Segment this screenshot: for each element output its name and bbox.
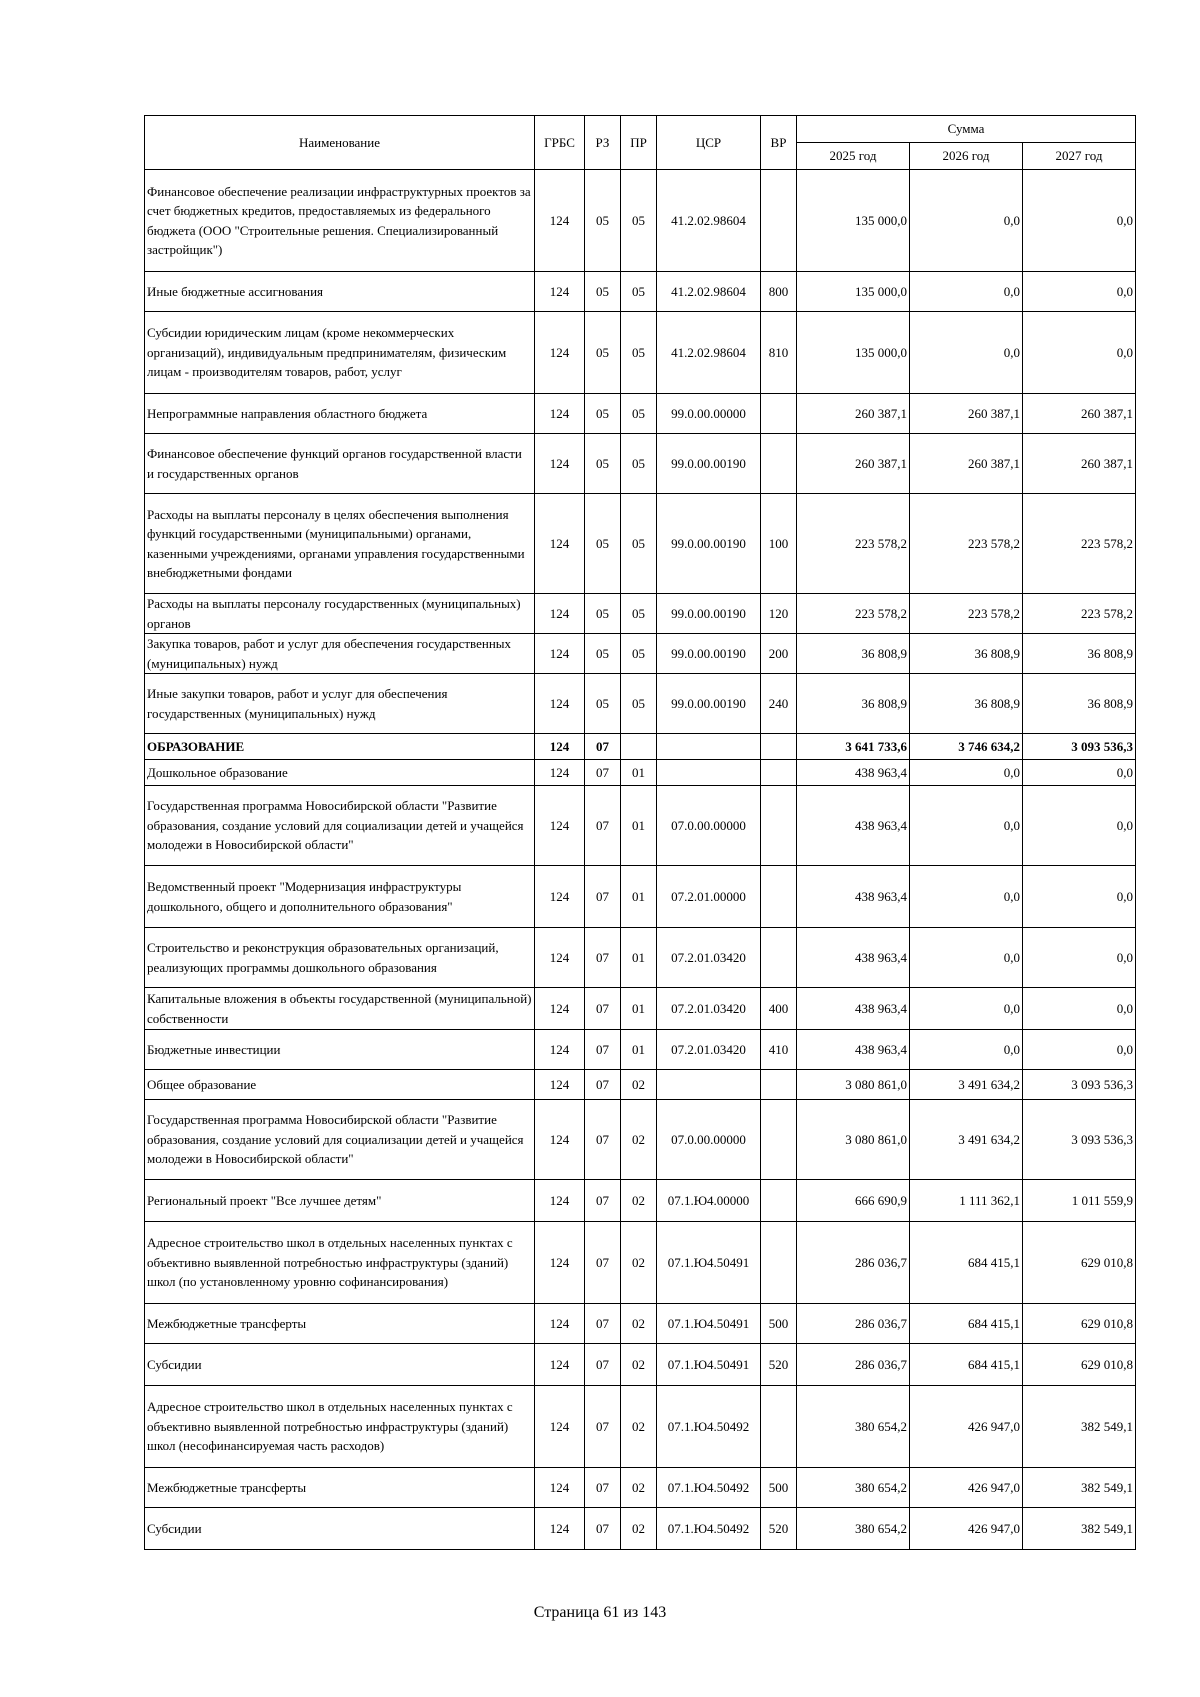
row-sum-2027: 3 093 536,3: [1023, 734, 1136, 760]
row-sum-2027: 0,0: [1023, 928, 1136, 988]
row-name: Межбюджетные трансферты: [145, 1304, 535, 1344]
row-sum-2027: 1 011 559,9: [1023, 1180, 1136, 1222]
row-name: Строительство и реконструкция образовательных организаций, реализующих программы дошкольного образования: [145, 928, 535, 988]
row-grbs: 124: [535, 272, 585, 312]
row-vr: [761, 786, 797, 866]
header-vr: ВР: [761, 116, 797, 170]
row-pr: 05: [621, 170, 657, 272]
table-row: [145, 1100, 1136, 1180]
row-sum-2026: 0,0: [910, 760, 1023, 786]
row-grbs: 124: [535, 1344, 585, 1386]
row-name: Иные закупки товаров, работ и услуг для обеспечения государственных (муниципальных) нужд: [145, 674, 535, 734]
table-row: [145, 634, 1136, 674]
budget-table: [144, 115, 1136, 1550]
row-rz: 07: [585, 786, 621, 866]
row-pr: 02: [621, 1070, 657, 1100]
row-pr: 05: [621, 494, 657, 594]
row-vr: 410: [761, 1030, 797, 1070]
row-pr: 02: [621, 1180, 657, 1222]
row-name: Государственная программа Новосибирской области "Развитие образования, создание условий для социализации детей и учащейся молодежи в Новосибирской области": [145, 786, 535, 866]
row-sum-2025: 286 036,7: [797, 1304, 910, 1344]
row-rz: 07: [585, 1468, 621, 1508]
row-rz: 05: [585, 394, 621, 434]
row-grbs: 124: [535, 312, 585, 394]
row-name: ОБРАЗОВАНИЕ: [145, 734, 535, 760]
row-sum-2025: 36 808,9: [797, 634, 910, 674]
row-csr: 99.0.00.00000: [657, 394, 761, 434]
row-sum-2025: 286 036,7: [797, 1222, 910, 1304]
row-sum-2026: 0,0: [910, 786, 1023, 866]
row-sum-2025: 135 000,0: [797, 272, 910, 312]
table-row: [145, 1468, 1136, 1508]
row-csr: 41.2.02.98604: [657, 312, 761, 394]
row-rz: 05: [585, 434, 621, 494]
table-row: [145, 494, 1136, 594]
row-rz: 07: [585, 1180, 621, 1222]
row-pr: 05: [621, 674, 657, 734]
row-pr: 02: [621, 1508, 657, 1550]
table-row: [145, 1344, 1136, 1386]
row-sum-2026: 684 415,1: [910, 1344, 1023, 1386]
row-rz: 07: [585, 1344, 621, 1386]
row-grbs: 124: [535, 1508, 585, 1550]
row-csr: 99.0.00.00190: [657, 674, 761, 734]
row-vr: [761, 760, 797, 786]
row-name: Субсидии: [145, 1344, 535, 1386]
row-rz: 05: [585, 594, 621, 634]
row-vr: [761, 170, 797, 272]
row-csr: 99.0.00.00190: [657, 634, 761, 674]
row-sum-2025: 135 000,0: [797, 170, 910, 272]
row-sum-2025: 438 963,4: [797, 760, 910, 786]
row-sum-2025: 260 387,1: [797, 394, 910, 434]
row-rz: 07: [585, 734, 621, 760]
row-name: Адресное строительство школ в отдельных населенных пунктах с объективно выявленной потребностью инфраструктуры (зданий) школ (несофинансируемая часть расходов): [145, 1386, 535, 1468]
row-sum-2025: 223 578,2: [797, 594, 910, 634]
row-sum-2026: 426 947,0: [910, 1386, 1023, 1468]
row-pr: 02: [621, 1386, 657, 1468]
row-grbs: 124: [535, 1304, 585, 1344]
row-vr: 200: [761, 634, 797, 674]
row-rz: 05: [585, 312, 621, 394]
row-rz: 07: [585, 1070, 621, 1100]
row-sum-2026: 0,0: [910, 170, 1023, 272]
row-sum-2025: 666 690,9: [797, 1180, 910, 1222]
row-sum-2027: 223 578,2: [1023, 494, 1136, 594]
row-sum-2025: 380 654,2: [797, 1468, 910, 1508]
row-rz: 05: [585, 634, 621, 674]
row-grbs: 124: [535, 1222, 585, 1304]
row-sum-2026: 223 578,2: [910, 594, 1023, 634]
row-grbs: 124: [535, 1100, 585, 1180]
row-pr: 02: [621, 1468, 657, 1508]
row-csr: [657, 1070, 761, 1100]
row-rz: 07: [585, 1304, 621, 1344]
row-pr: 01: [621, 988, 657, 1030]
row-pr: 01: [621, 1030, 657, 1070]
row-csr: 07.1.Ю4.50491: [657, 1304, 761, 1344]
row-sum-2025: 3 641 733,6: [797, 734, 910, 760]
row-grbs: 124: [535, 170, 585, 272]
row-name: Дошкольное образование: [145, 760, 535, 786]
row-csr: 07.0.00.00000: [657, 786, 761, 866]
row-csr: 07.1.Ю4.50492: [657, 1468, 761, 1508]
row-grbs: 124: [535, 494, 585, 594]
row-grbs: 124: [535, 928, 585, 988]
row-pr: 05: [621, 594, 657, 634]
row-sum-2025: 438 963,4: [797, 786, 910, 866]
row-grbs: 124: [535, 1180, 585, 1222]
row-grbs: 124: [535, 1386, 585, 1468]
row-sum-2026: 0,0: [910, 988, 1023, 1030]
row-vr: 100: [761, 494, 797, 594]
row-sum-2025: 223 578,2: [797, 494, 910, 594]
row-csr: 99.0.00.00190: [657, 494, 761, 594]
row-grbs: 124: [535, 594, 585, 634]
row-name: Ведомственный проект "Модернизация инфраструктуры дошкольного, общего и дополнительного образования": [145, 866, 535, 928]
row-sum-2027: 260 387,1: [1023, 394, 1136, 434]
row-csr: 07.2.01.03420: [657, 1030, 761, 1070]
table-row: [145, 988, 1136, 1030]
row-name: Бюджетные инвестиции: [145, 1030, 535, 1070]
row-grbs: 124: [535, 760, 585, 786]
row-sum-2026: 223 578,2: [910, 494, 1023, 594]
row-sum-2025: 260 387,1: [797, 434, 910, 494]
row-sum-2027: 0,0: [1023, 312, 1136, 394]
row-sum-2025: 380 654,2: [797, 1386, 910, 1468]
row-name: Региональный проект "Все лучшее детям": [145, 1180, 535, 1222]
row-pr: 01: [621, 786, 657, 866]
row-rz: 05: [585, 494, 621, 594]
header-grbs: ГРБС: [535, 116, 585, 170]
row-sum-2027: 0,0: [1023, 760, 1136, 786]
row-pr: 05: [621, 634, 657, 674]
row-rz: 07: [585, 760, 621, 786]
page-number: Страница 61 из 143: [533, 1604, 667, 1621]
row-sum-2025: 135 000,0: [797, 312, 910, 394]
header-year-2025: 2025 год: [797, 143, 910, 170]
row-name: Закупка товаров, работ и услуг для обеспечения государственных (муниципальных) нужд: [145, 634, 535, 674]
row-sum-2027: 0,0: [1023, 866, 1136, 928]
table-row: [145, 1508, 1136, 1550]
row-vr: 520: [761, 1344, 797, 1386]
row-sum-2026: 0,0: [910, 312, 1023, 394]
row-csr: 07.1.Ю4.50492: [657, 1386, 761, 1468]
row-rz: 05: [585, 272, 621, 312]
row-sum-2025: 36 808,9: [797, 674, 910, 734]
row-vr: [761, 1222, 797, 1304]
table-row: [145, 786, 1136, 866]
row-rz: 07: [585, 988, 621, 1030]
row-pr: 02: [621, 1304, 657, 1344]
row-pr: 01: [621, 928, 657, 988]
row-sum-2026: 260 387,1: [910, 394, 1023, 434]
row-sum-2027: 36 808,9: [1023, 634, 1136, 674]
row-csr: [657, 734, 761, 760]
table-row: [145, 170, 1136, 272]
row-grbs: 124: [535, 734, 585, 760]
row-grbs: 124: [535, 674, 585, 734]
table-row: [145, 760, 1136, 786]
header-year-2027: 2027 год: [1023, 143, 1136, 170]
row-sum-2026: 36 808,9: [910, 634, 1023, 674]
row-pr: 05: [621, 434, 657, 494]
row-pr: 05: [621, 272, 657, 312]
row-vr: 500: [761, 1468, 797, 1508]
row-sum-2027: 3 093 536,3: [1023, 1070, 1136, 1100]
row-name: Финансовое обеспечение реализации инфраструктурных проектов за счет бюджетных кредитов, предоставляемых из федерального бюджета (ООО "Строительные решения. Специализированный застройщик"): [145, 170, 535, 272]
table-row: [145, 1222, 1136, 1304]
header-year-2026: 2026 год: [910, 143, 1023, 170]
row-sum-2025: 438 963,4: [797, 1030, 910, 1070]
table-row: [145, 434, 1136, 494]
row-name: Адресное строительство школ в отдельных населенных пунктах с объективно выявленной потребностью инфраструктуры (зданий) школ (по установленному уровню софинансирования): [145, 1222, 535, 1304]
row-rz: 07: [585, 866, 621, 928]
row-sum-2026: 684 415,1: [910, 1304, 1023, 1344]
row-sum-2025: 3 080 861,0: [797, 1070, 910, 1100]
row-rz: 07: [585, 1030, 621, 1070]
row-sum-2027: 629 010,8: [1023, 1344, 1136, 1386]
row-sum-2026: 426 947,0: [910, 1508, 1023, 1550]
row-grbs: 124: [535, 1468, 585, 1508]
row-vr: 120: [761, 594, 797, 634]
row-vr: 810: [761, 312, 797, 394]
row-sum-2027: 0,0: [1023, 170, 1136, 272]
row-sum-2025: 438 963,4: [797, 988, 910, 1030]
row-name: Межбюджетные трансферты: [145, 1468, 535, 1508]
row-rz: 07: [585, 928, 621, 988]
row-grbs: 124: [535, 434, 585, 494]
row-vr: [761, 1100, 797, 1180]
row-sum-2026: 1 111 362,1: [910, 1180, 1023, 1222]
row-vr: [761, 434, 797, 494]
row-sum-2026: 36 808,9: [910, 674, 1023, 734]
row-vr: 520: [761, 1508, 797, 1550]
row-vr: [761, 1386, 797, 1468]
row-csr: 99.0.00.00190: [657, 434, 761, 494]
row-sum-2026: 3 491 634,2: [910, 1070, 1023, 1100]
row-csr: 07.0.00.00000: [657, 1100, 761, 1180]
row-sum-2025: 438 963,4: [797, 928, 910, 988]
row-pr: 05: [621, 312, 657, 394]
row-sum-2026: 3 746 634,2: [910, 734, 1023, 760]
row-csr: 07.1.Ю4.00000: [657, 1180, 761, 1222]
row-vr: 240: [761, 674, 797, 734]
row-rz: 07: [585, 1222, 621, 1304]
row-name: Субсидии: [145, 1508, 535, 1550]
row-sum-2026: 684 415,1: [910, 1222, 1023, 1304]
row-name: Субсидии юридическим лицам (кроме некоммерческих организаций), индивидуальным предпринимателям, физическим лицам - производителям товаров, работ, услуг: [145, 312, 535, 394]
row-sum-2027: 0,0: [1023, 786, 1136, 866]
table-row: [145, 866, 1136, 928]
row-csr: 41.2.02.98604: [657, 272, 761, 312]
row-sum-2027: 36 808,9: [1023, 674, 1136, 734]
table-row: [145, 734, 1136, 760]
row-sum-2027: 382 549,1: [1023, 1386, 1136, 1468]
row-csr: 07.1.Ю4.50491: [657, 1222, 761, 1304]
row-csr: [657, 760, 761, 786]
row-grbs: 124: [535, 394, 585, 434]
row-name: Капитальные вложения в объекты государственной (муниципальной) собственности: [145, 988, 535, 1030]
row-rz: 07: [585, 1100, 621, 1180]
row-name: Расходы на выплаты персоналу в целях обеспечения выполнения функций государственными (муниципальными) органами, казенными учреждениями, органами управления государственными внебюджетными фондами: [145, 494, 535, 594]
row-pr: 01: [621, 866, 657, 928]
row-sum-2025: 438 963,4: [797, 866, 910, 928]
row-sum-2027: 0,0: [1023, 272, 1136, 312]
row-name: Государственная программа Новосибирской области "Развитие образования, создание условий для социализации детей и учащейся молодежи в Новосибирской области": [145, 1100, 535, 1180]
row-grbs: 124: [535, 1070, 585, 1100]
row-sum-2027: 0,0: [1023, 1030, 1136, 1070]
header-rz: РЗ: [585, 116, 621, 170]
table-row: [145, 594, 1136, 634]
row-sum-2026: 3 491 634,2: [910, 1100, 1023, 1180]
row-sum-2026: 0,0: [910, 272, 1023, 312]
row-pr: 01: [621, 760, 657, 786]
row-name: Непрограммные направления областного бюджета: [145, 394, 535, 434]
row-vr: [761, 1180, 797, 1222]
row-name: Иные бюджетные ассигнования: [145, 272, 535, 312]
row-sum-2027: 382 549,1: [1023, 1468, 1136, 1508]
row-csr: 41.2.02.98604: [657, 170, 761, 272]
row-sum-2026: 0,0: [910, 928, 1023, 988]
table-row: [145, 928, 1136, 988]
row-pr: 02: [621, 1100, 657, 1180]
row-sum-2026: 0,0: [910, 1030, 1023, 1070]
row-sum-2027: 629 010,8: [1023, 1222, 1136, 1304]
row-csr: 07.1.Ю4.50491: [657, 1344, 761, 1386]
row-sum-2025: 3 080 861,0: [797, 1100, 910, 1180]
row-sum-2027: 223 578,2: [1023, 594, 1136, 634]
row-sum-2027: 3 093 536,3: [1023, 1100, 1136, 1180]
row-grbs: 124: [535, 634, 585, 674]
row-pr: 05: [621, 394, 657, 434]
row-sum-2026: 426 947,0: [910, 1468, 1023, 1508]
row-sum-2025: 286 036,7: [797, 1344, 910, 1386]
table-row: [145, 674, 1136, 734]
row-vr: [761, 734, 797, 760]
table-row: [145, 1304, 1136, 1344]
row-csr: 07.2.01.00000: [657, 866, 761, 928]
row-grbs: 124: [535, 988, 585, 1030]
row-csr: 07.2.01.03420: [657, 928, 761, 988]
header-name: Наименование: [145, 116, 535, 170]
row-sum-2027: 0,0: [1023, 988, 1136, 1030]
row-name: Финансовое обеспечение функций органов государственной власти и государственных органов: [145, 434, 535, 494]
table-row: [145, 1180, 1136, 1222]
row-sum-2027: 382 549,1: [1023, 1508, 1136, 1550]
table-row: [145, 1386, 1136, 1468]
row-rz: 05: [585, 674, 621, 734]
row-name: Общее образование: [145, 1070, 535, 1100]
table-row: [145, 394, 1136, 434]
row-vr: [761, 394, 797, 434]
table-body: [145, 170, 1136, 1550]
row-vr: [761, 1070, 797, 1100]
row-pr: 02: [621, 1344, 657, 1386]
row-grbs: 124: [535, 1030, 585, 1070]
row-vr: 800: [761, 272, 797, 312]
row-sum-2026: 260 387,1: [910, 434, 1023, 494]
row-rz: 07: [585, 1386, 621, 1468]
row-pr: [621, 734, 657, 760]
row-vr: [761, 866, 797, 928]
row-pr: 02: [621, 1222, 657, 1304]
row-sum-2025: 380 654,2: [797, 1508, 910, 1550]
row-sum-2027: 260 387,1: [1023, 434, 1136, 494]
row-sum-2026: 0,0: [910, 866, 1023, 928]
table-row: [145, 1070, 1136, 1100]
header-sum: Сумма: [797, 116, 1136, 143]
row-grbs: 124: [535, 786, 585, 866]
row-csr: 99.0.00.00190: [657, 594, 761, 634]
row-csr: 07.1.Ю4.50492: [657, 1508, 761, 1550]
row-rz: 07: [585, 1508, 621, 1550]
row-sum-2027: 629 010,8: [1023, 1304, 1136, 1344]
row-vr: 500: [761, 1304, 797, 1344]
table-row: [145, 1030, 1136, 1070]
row-csr: 07.2.01.03420: [657, 988, 761, 1030]
table-row: [145, 312, 1136, 394]
row-rz: 05: [585, 170, 621, 272]
table-row: [145, 272, 1136, 312]
row-name: Расходы на выплаты персоналу государственных (муниципальных) органов: [145, 594, 535, 634]
header-pr: ПР: [621, 116, 657, 170]
header-csr: ЦСР: [657, 116, 761, 170]
row-vr: 400: [761, 988, 797, 1030]
row-grbs: 124: [535, 866, 585, 928]
row-vr: [761, 928, 797, 988]
